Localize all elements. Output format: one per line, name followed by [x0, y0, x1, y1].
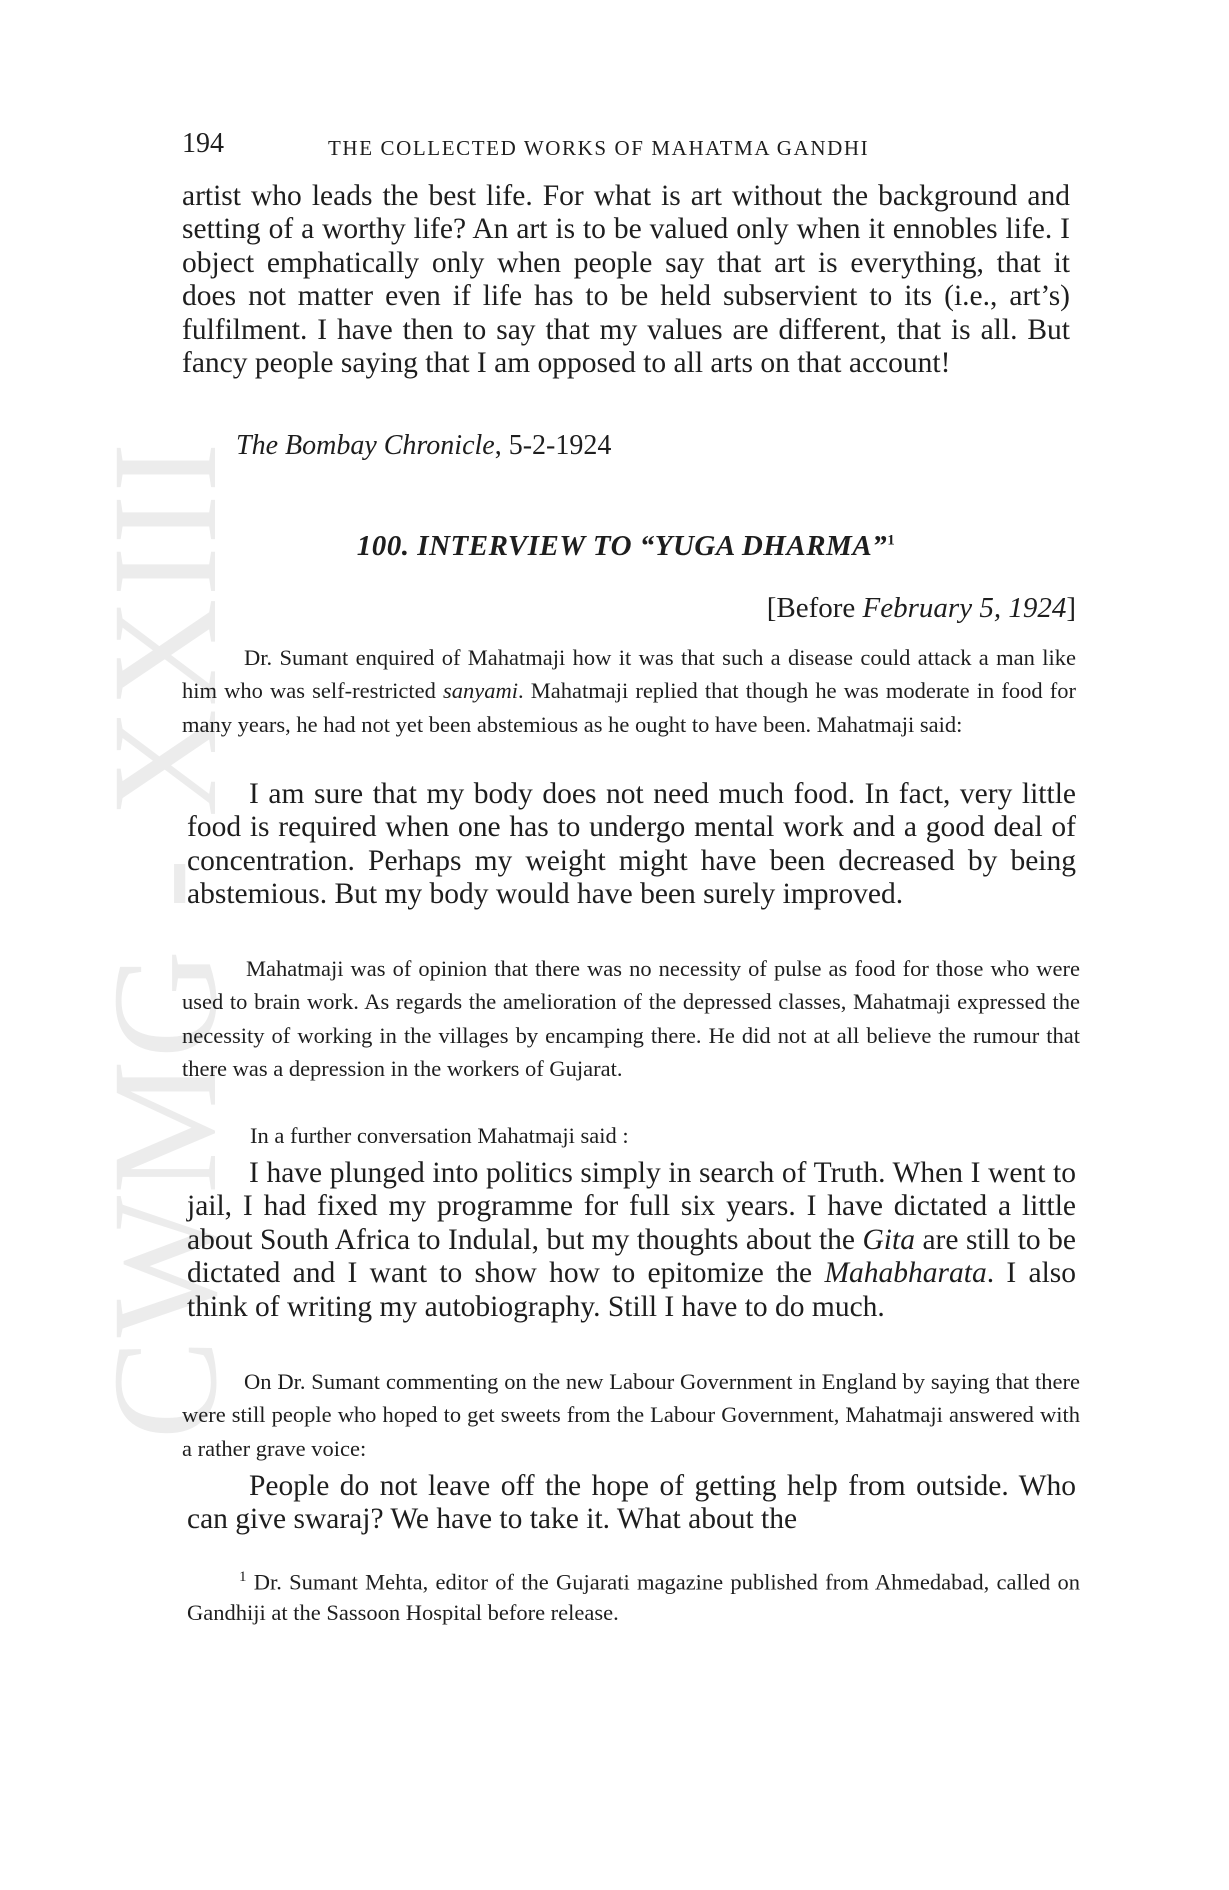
article-title: INTERVIEW TO “YUGA DHARMA” [417, 530, 888, 562]
article-heading [182, 530, 1070, 563]
footnote-text: Dr. Sumant Mehta, editor of the Gujarati magazine published from Ahmedabad, called on Gandhiji at the Sassoon Hospital before release. [187, 1569, 1080, 1625]
source-publication: The Bombay Chronicle [236, 430, 495, 461]
quote-paragraph-2 [187, 1157, 1076, 1324]
quote-text: are still to be dictated and I want to show how to epitomize the [187, 1223, 1076, 1290]
page-header [182, 128, 922, 168]
italic-term: Mahabharata [824, 1257, 987, 1290]
source-date: , 5-2-1924 [494, 430, 612, 461]
narration-text: Dr. Sumant enquired of Mahatmaji how it was that such a disease could attack a man like him who was self-restricted [182, 645, 1076, 704]
watermark-text: CWMG - XXIII [82, 440, 248, 1440]
narration-paragraph-2: Mahatmaji was of opinion that there was no necessity of pulse as food for those who were used to brain work. As regards the amelioration of the depressed classes, Mahatmaji expressed the necessity of working in the villages by encamping there. He did not at all believe the rumour that there was a depression in the workers of Gujarat. [182, 956, 1080, 1082]
narration-paragraph-4: On Dr. Sumant commenting on the new Labour Government in England by saying that there were still people who hoped to get sweets from the Labour Government, Mahatmaji answered with a rather grave voice: [182, 1369, 1080, 1461]
dateline [182, 592, 1076, 625]
dateline-close: ] [1066, 592, 1076, 624]
footnote [187, 1562, 1080, 1628]
dateline-date: February 5, 1924 [862, 592, 1067, 624]
dateline-open: [Before [766, 592, 863, 624]
running-head: THE COLLECTED WORKS OF MAHATMA GANDHI [328, 136, 870, 160]
page-number: 194 [182, 128, 224, 159]
quote-paragraph-1: I am sure that my body does not need much food. In fact, very little food is required when one has to undergo mental work and a good deal of concentration. Perhaps my weight might have been decreased by being abstemious. But my body would have been surely improved. [187, 778, 1076, 911]
source-citation [236, 430, 611, 462]
footnote-ref: 1 [887, 532, 896, 549]
narration-text: . Mahatmaji replied that though he was moderate in food for many years, he had not yet been abstemious as he ought to have been. Mahatmaji said: [182, 678, 1077, 737]
narration-paragraph-3: In a further conversation Mahatmaji said : [250, 1123, 629, 1148]
quote-text: I have plunged into politics simply in search of Truth. When I went to jail, I had fixed my programme for full six years. I have dictated a little about South Africa to Indulal, but my thoughts about the [187, 1157, 1076, 1256]
italic-term: sanyami [442, 678, 518, 704]
quote-text: . I also think of writing my autobiography. Still I have to do much. [187, 1257, 1076, 1323]
narration-paragraph-1 [182, 641, 1076, 741]
opening-paragraph: artist who leads the best life. For what is art without the background and setting of a worthy life? An art is to be valued only when it ennobles life. I object emphatically only when people say that art is everything, that it does not matter even if life has to be held subservient to its (i.e., art’s) fulfilment. I have then to say that my values are different, that is all. But fancy people saying that I am opposed to all arts on that account! [182, 180, 1070, 380]
article-number: 100. [356, 530, 410, 562]
quote-paragraph-3: People do not leave off the hope of getting help from outside. Who can give swaraj? We have to take it. What about the [187, 1470, 1076, 1536]
footnote-marker: 1 [239, 1569, 247, 1585]
italic-term: Gita [862, 1223, 915, 1256]
